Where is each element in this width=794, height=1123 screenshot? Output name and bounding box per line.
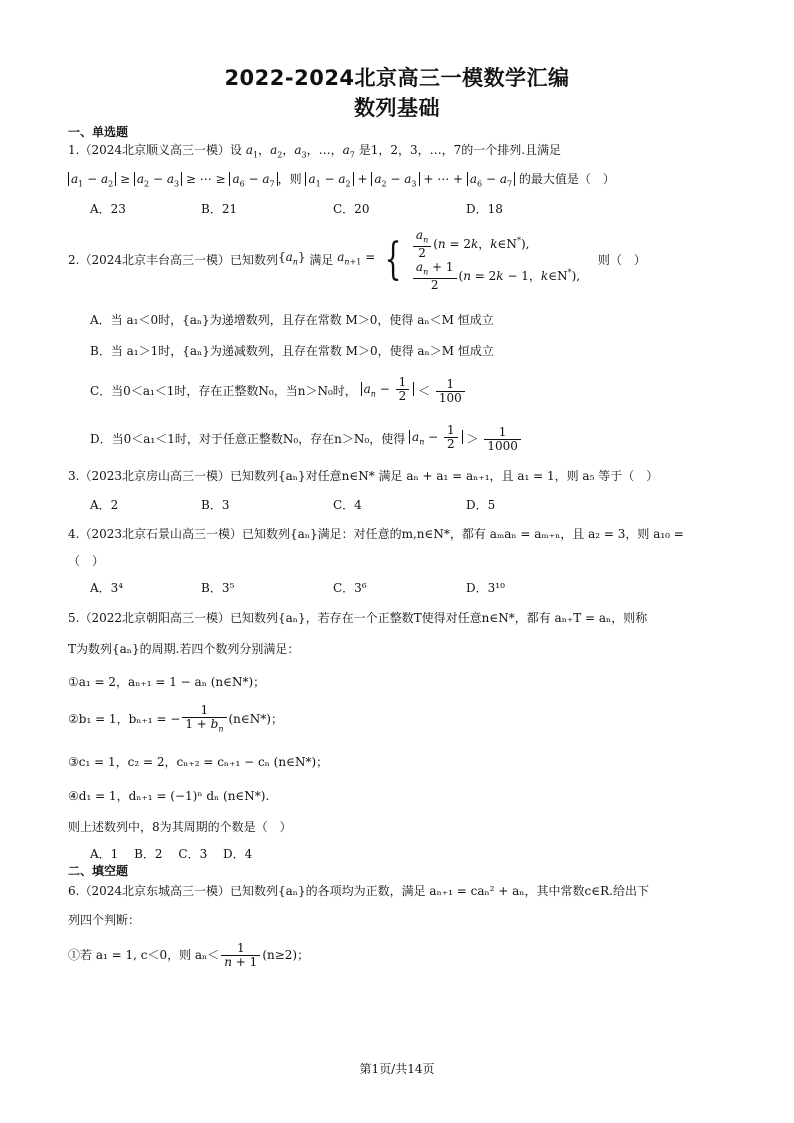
question-5-sequence-2-head: ②b₁ = 1，bₙ₊₁ = − [68, 712, 181, 727]
page-title: 2022-2024北京高三一模数学汇编 [224, 66, 570, 90]
question-2-option-b[interactable]: B．当 a₁＞1时，{aₙ}为递减数列，且存在常数 M＞0，使得 aₙ＞M 恒成立 [90, 344, 494, 358]
question-1-tail: 是1，2，3，…，7的一个排列.且满足 [358, 143, 562, 157]
question-6-stem-2: 列四个判断： [68, 913, 141, 927]
question-3-stem: 3.（2023北京房山高三一模）已知数列{aₙ}对任意n∈N* 满足 aₙ + a₁ = aₙ₊₁，且 a₁ = 1，则 a₅ 等于（ ） [68, 469, 659, 483]
page-subtitle: 数列基础 [354, 96, 440, 120]
question-5-sequence-2: ②b₁ = 1，bₙ₊₁ = − $\frac{1}{1 + b_n}$ (n∈N*)； [68, 703, 283, 734]
question-1-head: 1.（2024北京顺义高三一模）设 [68, 143, 242, 157]
section-heading-fill-in: 二、填空题 [68, 864, 129, 878]
question-6-statement-1: ①若 a₁ = 1, c＜0，则 aₙ＜ $\frac{1}{n + 1}$ (n≥2)； [68, 941, 310, 969]
question-5-sequence-1: ①a₁ = 2，aₙ₊₁ = 1 − aₙ (n∈N*)； [68, 675, 266, 689]
question-1-option-c[interactable]: C．20 [333, 202, 370, 216]
question-2-head: 2.（2024北京丰台高三一模）已知数列 [68, 253, 278, 268]
question-2-option-a[interactable]: A．当 a₁＜0时，{aₙ}为递增数列，且存在常数 M＞0，使得 aₙ＜M 恒成立 [90, 313, 494, 327]
question-5-ask: 则上述数列中，8为其周期的个数是（ ） [68, 820, 292, 834]
question-3-option-d[interactable]: D．5 [466, 498, 496, 512]
question-6-stem: 6.（2024北京东城高三一模）已知数列{aₙ}的各项均为正数，满足 aₙ₊₁ = caₙ² + aₙ，其中常数c∈R.给出下 [68, 884, 649, 898]
question-5-sequence-4: ④d₁ = 1，dₙ₊₁ = (−1)ⁿ dₙ (n∈N*). [68, 789, 270, 803]
question-1-line-1: 1.（2024北京顺义高三一模）设 $a_1$，$a_2$，$a_3$，…，$a_7$ 是1，2，3，…，7的一个排列.且满足 [68, 143, 562, 160]
question-2-mid: 满足 [309, 253, 334, 268]
question-2-option-c[interactable]: C．当0＜a₁＜1时，存在正整数N₀，当n＞N₀时， $a_n$ − $\frac{1}{2}$ ＜ $\frac{1}{100}$ [90, 374, 467, 409]
question-5-stem: 5.（2022北京朝阳高三一模）已知数列{aₙ}，若存在一个正整数T使得对任意n∈N*，都有 aₙ₊T = aₙ，则称 [68, 611, 648, 625]
question-2-stem: 2.（2024北京丰台高三一模）已知数列$\{a_n\}$ 满足 $a_{n+1}$ = { $\frac{a_n}{2}$ (n = 2k，k∈N*), $\frac{a_n + 1}{2}$ (n = 2k − 1，k∈N*), 则（ ） [68, 227, 646, 293]
question-4-stem: 4.（2023北京石景山高三一模）已知数列{aₙ}满足：对任意的m,n∈N*，都有 aₘaₙ = aₘ₊ₙ，且 a₂ = 3，则 a₁₀ = [68, 527, 684, 541]
question-2-option-d-text: D．当0＜a₁＜1时，对于任意正整数N₀，存在n＞N₀，使得 [90, 432, 406, 447]
question-4-blank: （ ） [68, 554, 105, 568]
question-5-options[interactable]: A．1 B．2 C．3 D．4 [90, 847, 253, 861]
question-2-option-c-text: C．当0＜a₁＜1时，存在正整数N₀，当n＞N₀时， [90, 384, 357, 399]
question-4-option-d[interactable]: D．3¹⁰ [466, 581, 505, 595]
section-heading-single-choice: 一、单选题 [68, 125, 129, 139]
question-1-line-2-tail: 的最大值是（ ） [518, 172, 615, 186]
question-6-statement-1-head: ①若 a₁ = 1, c＜0，则 aₙ＜ [68, 948, 220, 962]
question-5-sequence-3: ③c₁ = 1，c₂ = 2，cₙ₊₂ = cₙ₊₁ − cₙ (n∈N*)； [68, 755, 329, 769]
question-1-option-a[interactable]: A．23 [90, 202, 126, 216]
question-1-line-2: $a_1 - a_2 \ge a_2 - a_3$ ≥ ⋯ ≥ $a_6 - a_7$ ，则 $a_1 - a_2 + a_2 - a_3$ + ⋯ + $a_6 - a_7$ 的最大值是（ ） [68, 171, 615, 192]
question-6-statement-1-tail: (n≥2)； [262, 948, 310, 962]
question-4-option-b[interactable]: B．3⁵ [201, 581, 235, 595]
question-4-option-a[interactable]: A．3⁴ [90, 581, 124, 595]
question-5-sequence-2-tail: (n∈N*)； [228, 712, 283, 727]
question-2-tail: 则（ ） [597, 253, 646, 268]
question-5-stem-2: T为数列{aₙ}的周期.若四个数列分别满足： [68, 642, 300, 656]
question-1-option-b[interactable]: B．21 [201, 202, 238, 216]
question-3-option-c[interactable]: C．4 [333, 498, 362, 512]
question-2-option-d[interactable]: D．当0＜a₁＜1时，对于任意正整数N₀，存在n＞N₀，使得 $a_n$ − $\frac{1}{2}$ ＞ $\frac{1}{1000}$ [90, 422, 523, 457]
question-4-option-c[interactable]: C．3⁶ [333, 581, 367, 595]
question-2-piecewise: $\frac{a_n}{2}$ (n = 2k，k∈N*), $\frac{a_n + 1}{2}$ (n = 2k − 1，k∈N*), [411, 228, 580, 292]
question-3-option-b[interactable]: B．3 [201, 498, 230, 512]
question-1-option-d[interactable]: D．18 [466, 202, 503, 216]
question-3-option-a[interactable]: A．2 [90, 498, 119, 512]
page-footer: 第1页/共14页 [359, 1062, 435, 1076]
